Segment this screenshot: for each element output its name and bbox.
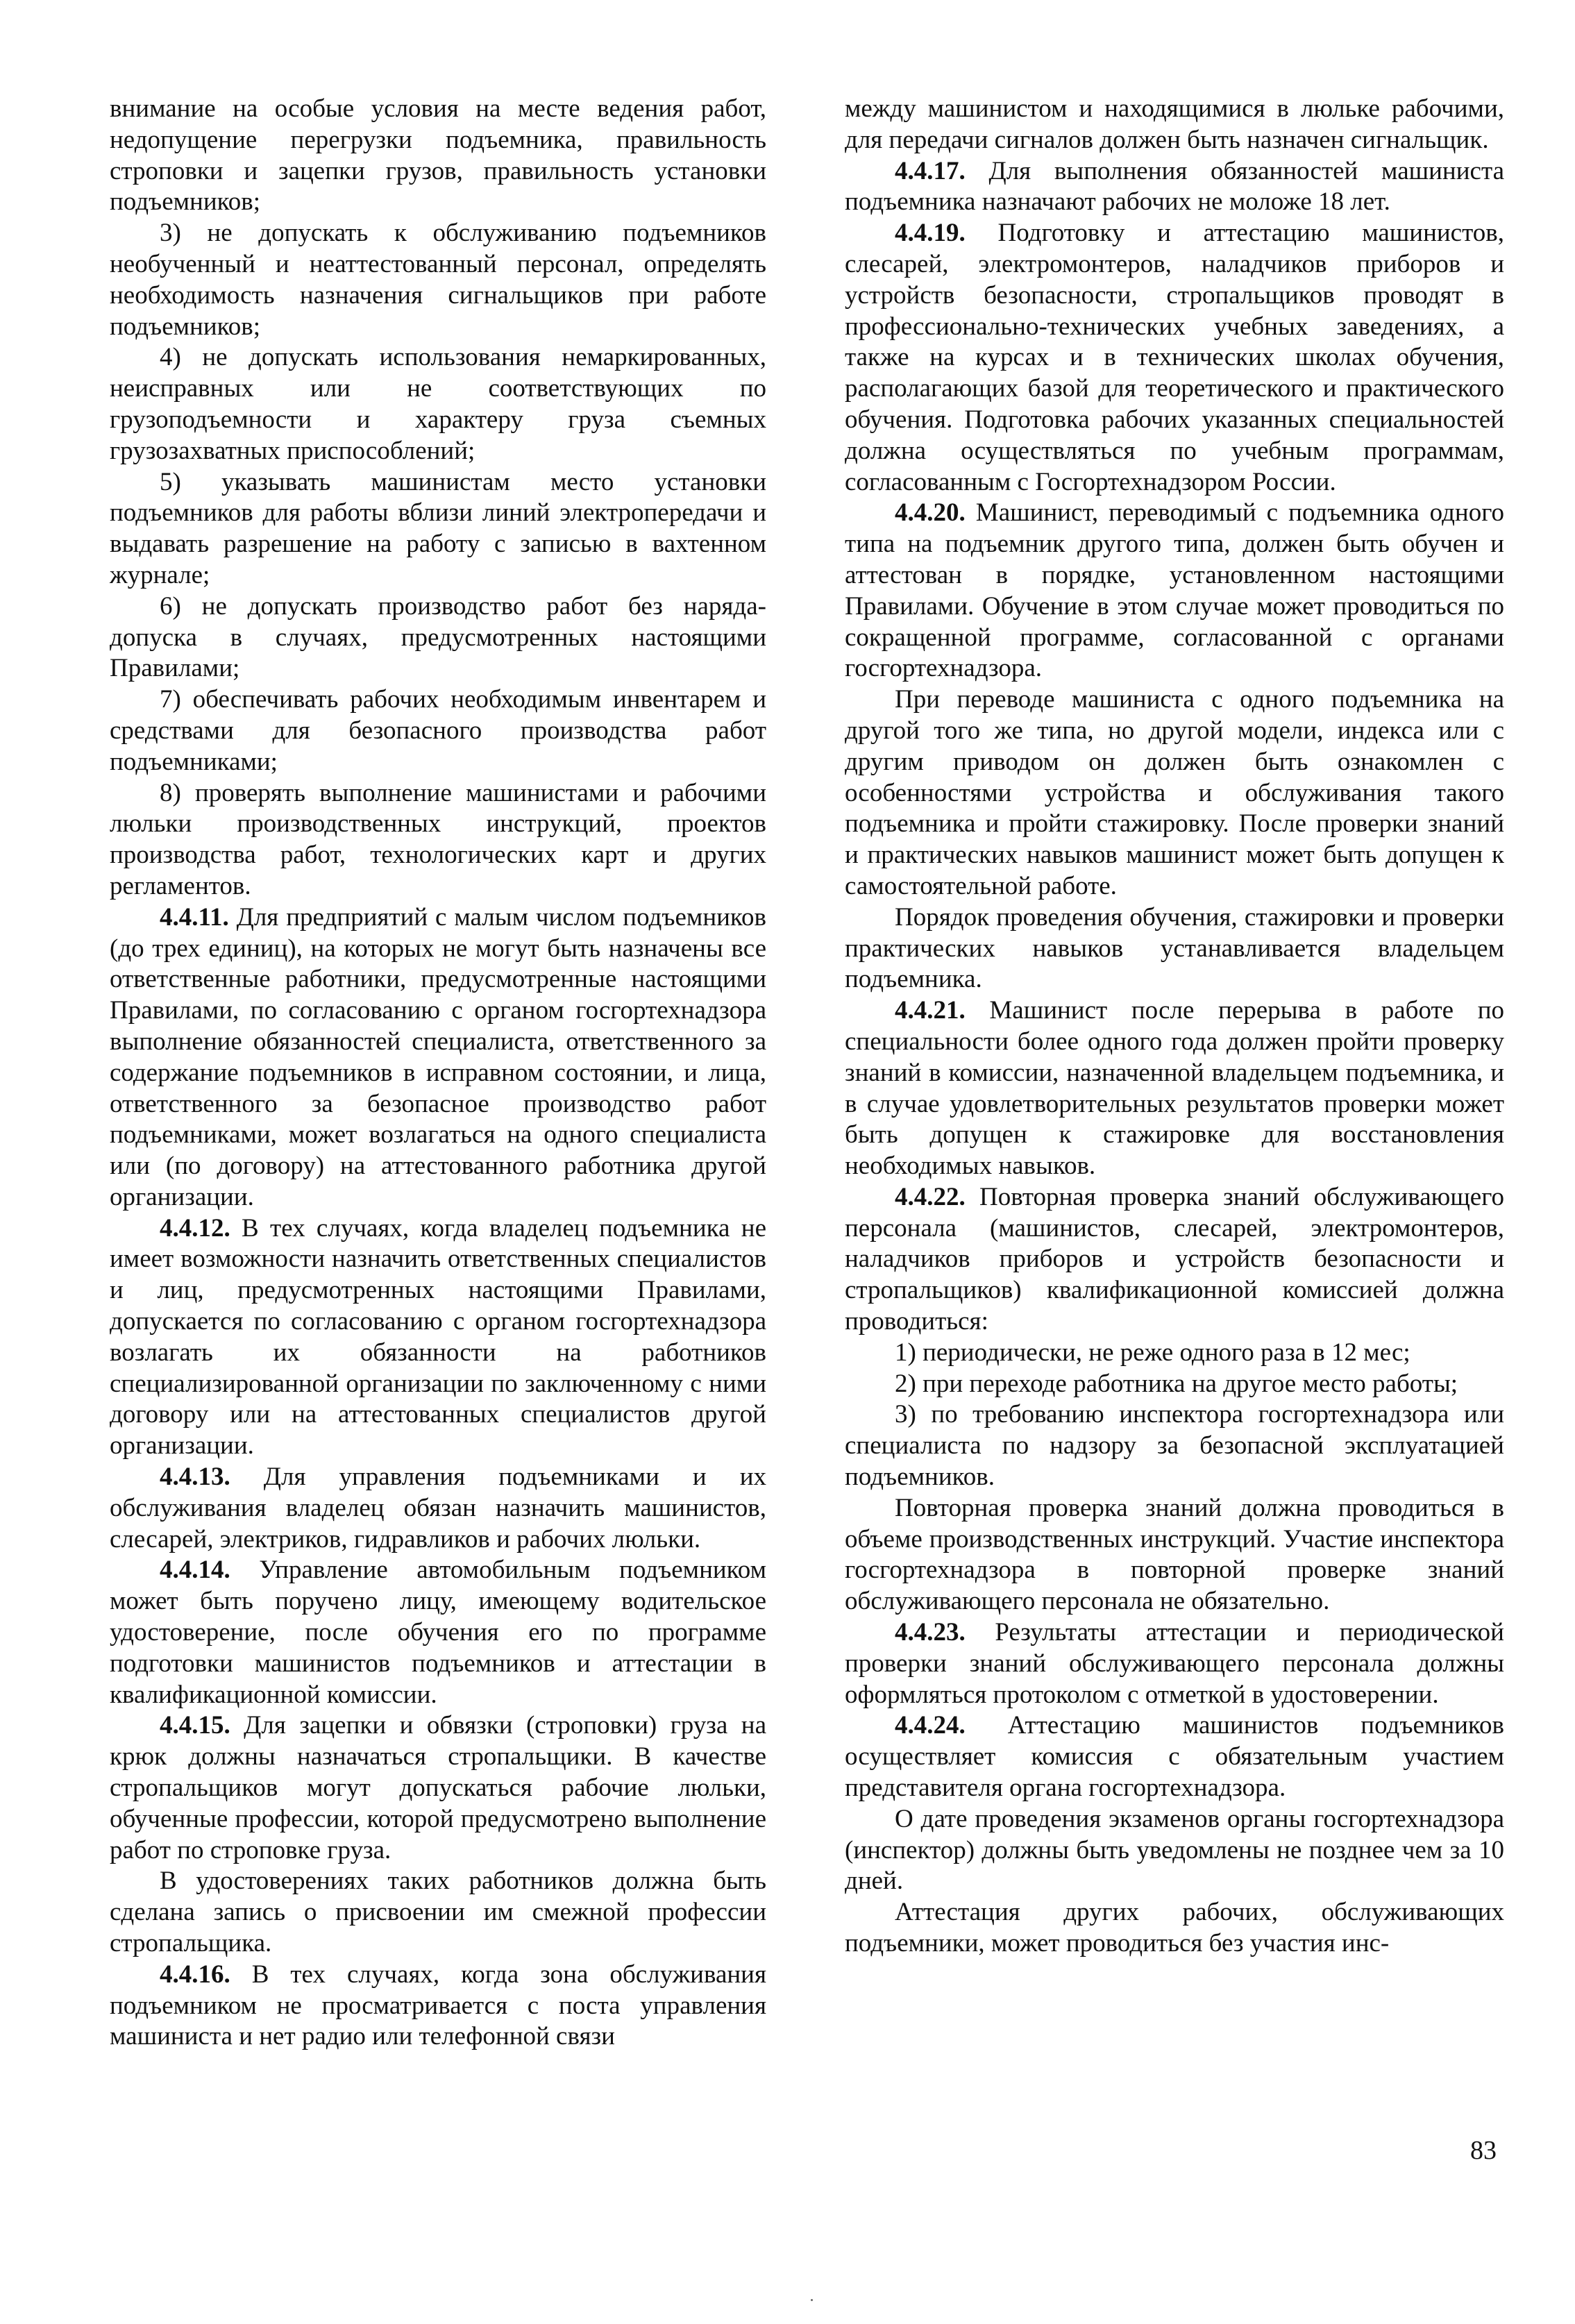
paragraph-text: 8) проверять выполнение машинистами и рабочими люльки производственных инструкций, проектов производства работ, технологических карт и других регламентов.	[110, 778, 766, 900]
paragraph-text: Аттестацию машинистов подъемников осуществляет комиссия с обязательным участием представителя органа госгортехнадзора.	[845, 1711, 1504, 1803]
right-column	[845, 94, 1504, 1960]
paragraph-text: Машинист после перерыва в работе по специальности более одного года должен пройти проверку знаний в комиссии, назначенной владельцем подъемника, и в случае удовлетворительных результатов проверки может быть допущен к стажировке для восстановления необходимых навыков.	[845, 996, 1504, 1181]
left-column-paragraph	[110, 1866, 766, 1959]
paragraph-text: внимание на особые условия на месте ведения работ, недопущение перегрузки подъемника, правильность строповки и зацепки грузов, правильность установки подъемников;	[110, 94, 766, 217]
section-number: 4.4.13.	[160, 1463, 230, 1492]
right-column-paragraph	[845, 1897, 1504, 1960]
section-number: 4.4.19.	[895, 219, 966, 248]
paragraph-text: Аттестация других рабочих, обслуживающих подъемники, может проводиться без участия инс-	[845, 1898, 1504, 1958]
right-column-paragraph	[845, 94, 1504, 156]
paragraph-text: Повторная проверка знаний обслуживающего персонала (машинистов, слесарей, электромонтеров, наладчиков приборов и устройств безопасности и стропальщиков) квалификационной комиссией должна проводиться:	[845, 1182, 1504, 1336]
left-column	[110, 94, 766, 2053]
right-column-paragraph	[845, 684, 1504, 902]
paragraph-text: Результаты аттестации и периодической проверки знаний обслуживающего персонала должны оформляться протоколом с отметкой в удостоверении.	[845, 1618, 1504, 1709]
right-column-paragraph	[845, 1493, 1504, 1617]
right-column-paragraph	[845, 1338, 1504, 1369]
right-column-paragraph	[845, 1804, 1504, 1897]
section-number: 4.4.23.	[895, 1618, 966, 1647]
paragraph-text: 1) периодически, не реже одного раза в 12 мес;	[895, 1338, 1410, 1367]
section-number: 4.4.24.	[895, 1711, 966, 1740]
left-column-paragraph	[110, 1960, 766, 2053]
paragraph-text: Машинист, переводимый с подъемника одного типа на подъемник другого типа, должен быть обучен и аттестован в порядке, установленном настоящими Правилами. Обучение в этом случае может проводиться по сокращенной программе, согласованной с органами госгортехнадзора.	[845, 498, 1504, 683]
left-column-paragraph	[110, 342, 766, 466]
section-number: 4.4.15.	[160, 1711, 230, 1740]
paragraph-text: 3) не допускать к обслуживанию подъемников необученный и неаттестованный персонал, определять необходимость назначения сигнальщиков при работе подъемников;	[110, 219, 766, 341]
left-column-paragraph	[110, 94, 766, 218]
left-column-paragraph	[110, 1462, 766, 1555]
paragraph-text: 2) при переходе работника на другое место работы;	[895, 1369, 1458, 1398]
paragraph-text: Для выполнения обязанностей машиниста подъемника назначают рабочих не моложе 18 лет.	[845, 156, 1504, 217]
page-number: 83	[1470, 2136, 1497, 2165]
left-column-paragraph	[110, 684, 766, 777]
section-number: 4.4.14.	[160, 1556, 230, 1585]
scan-speck	[811, 2299, 813, 2301]
paragraph-text: В тех случаях, когда зона обслуживания подъемником не просматривается с поста управления машиниста и нет радио или телефонной связи	[110, 1960, 766, 2051]
paragraph-text: О дате проведения экзаменов органы госгортехнадзора (инспектор) должны быть уведомлены не позднее чем за 10 дней.	[845, 1804, 1504, 1896]
section-number: 4.4.22.	[895, 1182, 966, 1211]
paragraph-text: Повторная проверка знаний должна проводиться в объеме производственных инструкций. Участие инспектора госгортехнадзора в повторной проверке знаний обслуживающего персонала не обязательно.	[845, 1493, 1504, 1616]
paragraph-text: Порядок проведения обучения, стажировки и проверки практических навыков устанавливается владельцем подъемника.	[845, 902, 1504, 994]
right-column-paragraph	[845, 902, 1504, 995]
right-column-paragraph	[845, 1617, 1504, 1710]
left-column-paragraph	[110, 1555, 766, 1710]
left-column-paragraph	[110, 467, 766, 591]
paragraph-text: 3) по требованию инспектора госгортехнадзора или специалиста по надзору за безопасной эксплуатацией подъемников.	[845, 1400, 1504, 1492]
right-column-paragraph	[845, 1710, 1504, 1803]
section-number: 4.4.20.	[895, 498, 966, 528]
paragraph-text: В тех случаях, когда владелец подъемника не имеет возможности назначить ответственных специалистов и лиц, предусмотренных настоящими Правилами, допускается по согласованию с органом госгортехнадзора возлагать их обязанности на работников специализированной организации по заключенному с ними договору или на аттестованных специалистов другой организации.	[110, 1213, 766, 1460]
paragraph-text: 4) не допускать использования немаркированных, неисправных или не соответствующих по грузоподъемности и характеру груза съемных грузозахватных приспособлений;	[110, 343, 766, 465]
right-column-paragraph	[845, 498, 1504, 684]
left-column-paragraph	[110, 778, 766, 902]
right-column-paragraph	[845, 218, 1504, 498]
paragraph-text: Подготовку и аттестацию машинистов, слесарей, электромонтеров, наладчиков приборов и устройств безопасности, стропальщиков проводят в профессионально-технических учебных заведениях, а также на курсах и в технических школах обучения, располагающих базой для теоретического и практического обучения. Подготовка рабочих указанных специальностей должна осуществляться по учебным программам, согласованным с Госгортехнадзором России.	[845, 219, 1504, 496]
paragraph-text: 6) не допускать производство работ без наряда-допуска в случаях, предусмотренных настоящими Правилами;	[110, 591, 766, 683]
paragraph-text: Для управления подъемниками и их обслуживания владелец обязан назначить машинистов, слесарей, электриков, гидравликов и рабочих люльки.	[110, 1463, 766, 1553]
paragraph-text: Для предприятий с малым числом подъемников (до трех единиц), на которых не могут быть назначены все ответственные работники, предусмотренные настоящими Правилами, по согласованию с органом госгортехнадзора выполнение обязанностей специалиста, ответственного за содержание подъемников в исправном состоянии, и лица, ответственного за безопасное производство работ подъемниками, может возлагаться на одного специалиста или (по договору) на аттестованного работника другой организации.	[110, 902, 766, 1211]
paragraph-text: 5) указывать машинистам место установки подъемников для работы вблизи линий электропередачи и выдавать разрешение на работу с записью в вахтенном журнале;	[110, 467, 766, 589]
right-column-paragraph	[845, 1369, 1504, 1400]
left-column-paragraph	[110, 1213, 766, 1462]
section-number: 4.4.21.	[895, 996, 966, 1025]
right-column-paragraph	[845, 1182, 1504, 1338]
paragraph-text: 7) обеспечивать рабочих необходимым инвентарем и средствами для безопасного производства работ подъемниками;	[110, 685, 766, 776]
section-number: 4.4.11.	[160, 902, 229, 932]
paragraph-text: При переводе машиниста с одного подъемника на другой того же типа, но другой модели, индекса или с другим приводом он должен быть ознакомлен с особенностями устройства и обслуживания такого подъемника и пройти стажировку. После проверки знаний и практических навыков машинист может быть допущен к самостоятельной работе.	[845, 685, 1504, 900]
paragraph-text: Управление автомобильным подъемником может быть поручено лицу, имеющему водительское удостоверение, после обучения его по программе подготовки машинистов подъемников и аттестации в квалификационной комиссии.	[110, 1556, 766, 1709]
paragraph-text: Для зацепки и обвязки (строповки) груза на крюк должны назначаться стропальщики. В качестве стропальщиков могут допускаться рабочие люльки, обученные профессии, которой предусмотрено выполнение работ по строповке груза.	[110, 1711, 766, 1864]
section-number: 4.4.17.	[895, 156, 966, 185]
left-column-paragraph	[110, 1710, 766, 1866]
right-column-paragraph	[845, 1399, 1504, 1492]
paragraph-text: между машинистом и находящимися в люльке рабочими, для передачи сигналов должен быть назначен сигнальщик.	[845, 94, 1504, 154]
section-number: 4.4.12.	[160, 1213, 230, 1243]
left-column-paragraph	[110, 591, 766, 684]
right-column-paragraph	[845, 156, 1504, 219]
right-column-paragraph	[845, 995, 1504, 1182]
section-number: 4.4.16.	[160, 1960, 230, 1989]
left-column-paragraph	[110, 902, 766, 1213]
paragraph-text: В удостоверениях таких работников должна быть сделана запись о присвоении им смежной профессии стропальщика.	[110, 1867, 766, 1958]
left-column-paragraph	[110, 218, 766, 342]
